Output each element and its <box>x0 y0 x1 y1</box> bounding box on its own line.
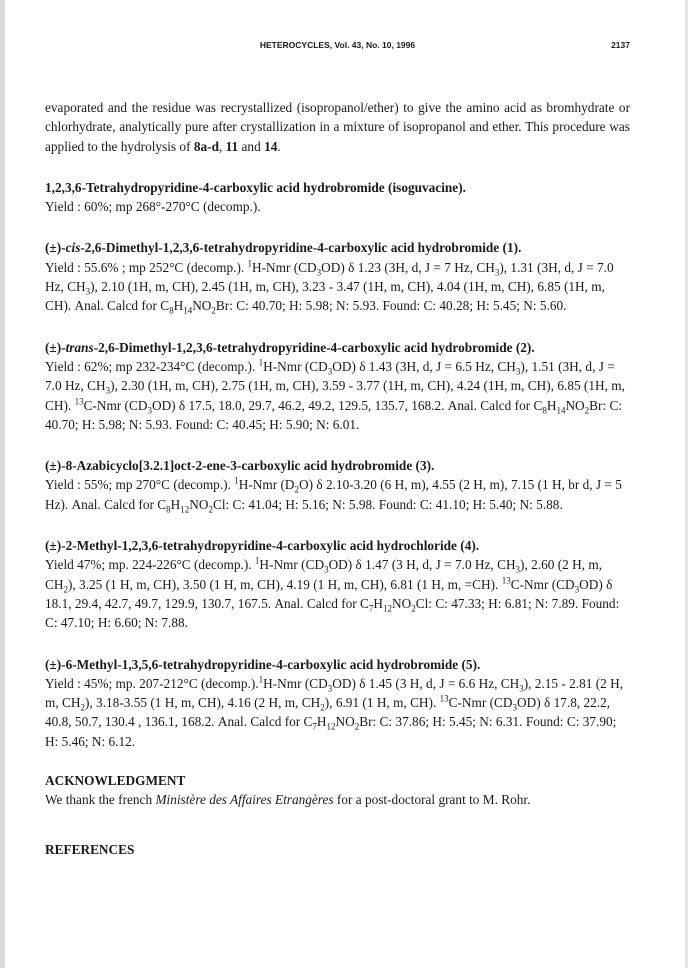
superscript: 1 <box>247 258 253 269</box>
compound-title <box>45 238 630 257</box>
data-text: ), 2.30 (1H, m, CH), 2.75 (1H, m, CH), 3.59 - 3.77 (1H, m, CH), 4.24 (1H, m, CH), 6.85 (1H, m, CH). <box>45 378 625 413</box>
subscript: 2 <box>584 405 590 416</box>
article-body <box>45 98 630 859</box>
compound-3 <box>45 456 630 514</box>
data-text: OD) δ 17.5, 18.0, 29.7, 46.2, 49.2, 129.5, 135.7, 168.2. Anal. Calcd for C <box>151 397 543 413</box>
ack-ministry: Ministère des Affaires Etrangères <box>155 792 334 808</box>
subscript: 12 <box>383 603 393 614</box>
subscript: 3 <box>327 683 333 694</box>
data-text: NO <box>192 298 212 314</box>
data-text: OD) δ 1.47 (3 H, d, J = 7.0 Hz, CH <box>328 557 516 573</box>
title-prefix: (±)- <box>45 240 66 256</box>
subscript: 8 <box>169 306 174 317</box>
page-number: 2137 <box>611 40 630 50</box>
data-text: ), 2.10 (1H, m, CH), 2.45 (1H, m, CH), 3.23 - 3.47 (1H, m, CH), 4.04 (1H, m, CH), 6.85 (1H, m, CH). Anal. Calcd for C <box>45 279 605 314</box>
data-text: Yield : 55.6% ; mp 252°C (decomp.). <box>45 259 248 275</box>
subscript: 3 <box>105 385 111 396</box>
subscript: 3 <box>574 584 580 595</box>
data-text: H <box>546 397 557 413</box>
data-text: ), 3.18-3.55 (1 H, m, CH), 4.16 (2 H, m, CH <box>84 695 321 711</box>
subscript: 2 <box>354 722 360 733</box>
data-text: H <box>170 496 181 512</box>
data-text: H <box>316 714 327 730</box>
subscript: 3 <box>85 286 91 297</box>
data-text: OD) δ 18.1, 29.4, 42.7, 49.7, 129.9, 130.7, 167.5. Anal. Calcd for C <box>45 576 613 611</box>
data-text: H-Nmr (D <box>238 477 295 493</box>
acknowledgment-text <box>45 790 630 809</box>
compound-data <box>45 674 630 751</box>
subscript: 2 <box>80 702 85 713</box>
references-heading: REFERENCES <box>45 841 135 857</box>
compound-data <box>45 258 630 316</box>
data-text: H-Nmr (CD <box>263 358 328 374</box>
subscript: 3 <box>327 366 333 377</box>
title-stereo: trans <box>65 339 94 355</box>
compound-data <box>45 475 630 514</box>
subscript: 3 <box>519 683 524 694</box>
subscript: 7 <box>312 722 317 733</box>
data-text: ), 6.91 (1 H, m, CH). <box>324 695 440 711</box>
journal-citation: HETEROCYCLES, Vol. 43, No. 10, 1996 <box>259 40 416 50</box>
superscript: 13 <box>439 693 449 704</box>
subscript: 7 <box>368 603 374 614</box>
compound-title: (±)-8-Azabicyclo[3.2.1]oct-2-ene-3-carboxylic acid hydrobromide (3). <box>45 458 435 474</box>
data-text: C-Nmr (CD <box>448 695 513 711</box>
compound-data: Yield : 60%; mp 268°-270°C (decomp.). <box>45 199 261 215</box>
subscript: 2 <box>320 702 325 713</box>
superscript: 13 <box>501 575 511 586</box>
superscript: 1 <box>258 357 264 368</box>
data-text: Yield 47%; mp. 224-226°C (decomp.). <box>45 557 255 573</box>
data-text: ), 1.31 (3H, d, J = 7.0 Hz, CH <box>45 259 614 295</box>
subscript: 8 <box>542 405 547 416</box>
data-text: OD) δ 1.43 (3H, d, J = 6.5 Hz, CH <box>332 358 516 374</box>
compound-data <box>45 555 630 632</box>
compound-4 <box>45 536 630 632</box>
data-text: ), 3.25 (1 H, m, CH), 3.50 (1 H, m, CH), 4.19 (1 H, m, CH), 6.81 (1 H, m, =CH). <box>67 576 502 592</box>
ack-text-2: for a post-doctoral grant to M. Rohr. <box>333 792 531 808</box>
data-text: Br: C: 40.70; H: 5.98; N: 5.93. Found: C: 40.28; H: 5.45; N: 5.60. <box>215 298 567 314</box>
data-text: H <box>373 595 384 611</box>
subscript: 2 <box>211 306 216 317</box>
compound-ref-14: 14 <box>264 138 278 154</box>
data-text: Yield : 55%; mp 270°C (decomp.). <box>45 477 235 493</box>
compound-data <box>45 357 630 434</box>
data-text: H-Nmr (CD <box>252 259 317 275</box>
compound-isoguvacine <box>45 178 630 217</box>
compound-ref-8a-d: 8a-d <box>193 138 219 154</box>
compound-1 <box>45 238 630 315</box>
data-text: Yield : 62%; mp 232-234°C (decomp.). <box>45 358 259 374</box>
superscript: 1 <box>254 555 260 566</box>
subscript: 3 <box>147 405 152 416</box>
data-text: Br: C: 40.70; H: 5.98; N: 5.93. Found: C: 40.45; H: 5.90; N: 6.01. <box>45 397 623 432</box>
compound-title <box>45 338 630 357</box>
subscript: 8 <box>166 504 171 515</box>
subscript: 2 <box>294 485 299 496</box>
data-text: Yield : 45%; mp. 207-212°C (decomp.). <box>45 675 259 691</box>
data-text: Cl: C: 41.04; H: 5.16; N: 5.98. Found: C: 41.10; H: 5.40; N: 5.88. <box>212 496 563 512</box>
title-rest: -2,6-Dimethyl-1,2,3,6-tetrahydropyridine-4-carboxylic acid hydrobromide (1). <box>80 240 522 256</box>
subscript: 2 <box>63 584 68 595</box>
compound-title: 1,2,3,6-Tetrahydropyridine-4-carboxylic acid hydrobromide (isoguvacine). <box>45 179 466 195</box>
subscript: 3 <box>512 702 518 713</box>
compound-5 <box>45 655 630 751</box>
data-text: H-Nmr (CD <box>259 557 325 573</box>
compound-title: (±)-6-Methyl-1,3,5,6-tetrahydropyridine-4-carboxylic acid hydrobromide (5). <box>45 656 481 672</box>
intro-text-2: , <box>218 138 226 154</box>
running-header <box>45 40 630 54</box>
intro-text-4: . <box>277 138 281 154</box>
subscript: 3 <box>515 366 521 377</box>
subscript: 3 <box>494 267 500 278</box>
data-text: NO <box>565 397 585 413</box>
data-text: NO <box>335 714 355 730</box>
ack-text-1: We thank the french <box>45 792 156 808</box>
data-text: OD) δ 1.23 (3H, d, J = 7 Hz, CH <box>321 259 495 275</box>
title-rest: -2,6-Dimethyl-1,2,3,6-tetrahydropyridine-4-carboxylic acid hydrobromide (2). <box>93 339 535 355</box>
data-text: O) δ 2.10-3.20 (6 H, m), 4.55 (2 H, m), 7.15 (1 H, br d, J = 5 Hz). Anal. Calcd for C <box>45 477 622 512</box>
superscript: 13 <box>74 396 84 407</box>
subscript: 2 <box>411 603 416 614</box>
data-text: NO <box>189 496 209 512</box>
data-text: C-Nmr (CD <box>510 576 575 592</box>
data-text: ), 2.60 (2 H, m, CH <box>45 557 603 592</box>
subscript: 3 <box>316 267 322 278</box>
title-prefix: (±)- <box>45 339 66 355</box>
data-text: NO <box>392 595 412 611</box>
intro-text-1: evaporated and the residue was recrystallized (isopropanol/ether) to give the amino acid as bromhydrate or chlorhydrate, analytically pure after crystallization in a mixture of isopropanol and ether. This procedure was applied to the hydrolysis of <box>45 100 630 154</box>
title-stereo: cis <box>65 240 81 256</box>
data-text: Cl: C: 47.33; H: 6.81; N: 7.89. Found: C: 47.10; H: 6.60; N: 7.88. <box>45 595 620 631</box>
subscript: 12 <box>180 504 190 515</box>
data-text: ), 1.51 (3H, d, J = 7.0 Hz, CH <box>45 358 615 394</box>
data-text: OD) δ 17.8, 22.2, 40.8, 50.7, 130.4 , 136.1, 168.2. Anal. Calcd for C <box>45 695 611 730</box>
superscript: 1 <box>234 476 239 487</box>
scan-edge-left <box>0 0 5 968</box>
data-text: Br: C: 37.86; H: 5.45; N: 6.31. Found: C: 37.90; H: 5.46; N: 6.12. <box>45 714 617 749</box>
subscript: 12 <box>326 722 336 733</box>
intro-text-3: and <box>238 138 265 154</box>
compound-title: (±)-2-Methyl-1,2,3,6-tetrahydropyridine-4-carboxylic acid hydrochloride (4). <box>45 538 480 554</box>
compound-ref-11: 11 <box>225 138 239 154</box>
subscript: 2 <box>208 504 213 515</box>
data-text: C-Nmr (CD <box>83 397 148 413</box>
acknowledgment-heading: ACKNOWLEDGMENT <box>45 773 186 789</box>
subscript: 14 <box>556 405 566 416</box>
intro-paragraph <box>45 98 630 156</box>
data-text: OD) δ 1.45 (3 H, d, J = 6.6 Hz, CH <box>332 675 520 691</box>
superscript: 1 <box>258 674 264 685</box>
subscript: 3 <box>515 565 521 575</box>
subscript: 3 <box>324 565 329 575</box>
compound-2 <box>45 338 630 434</box>
data-text: H <box>173 298 184 314</box>
data-text: ), 2.15 - 2.81 (2 H, m, CH <box>45 675 624 711</box>
subscript: 14 <box>183 306 193 317</box>
data-text: H-Nmr (CD <box>263 675 328 691</box>
